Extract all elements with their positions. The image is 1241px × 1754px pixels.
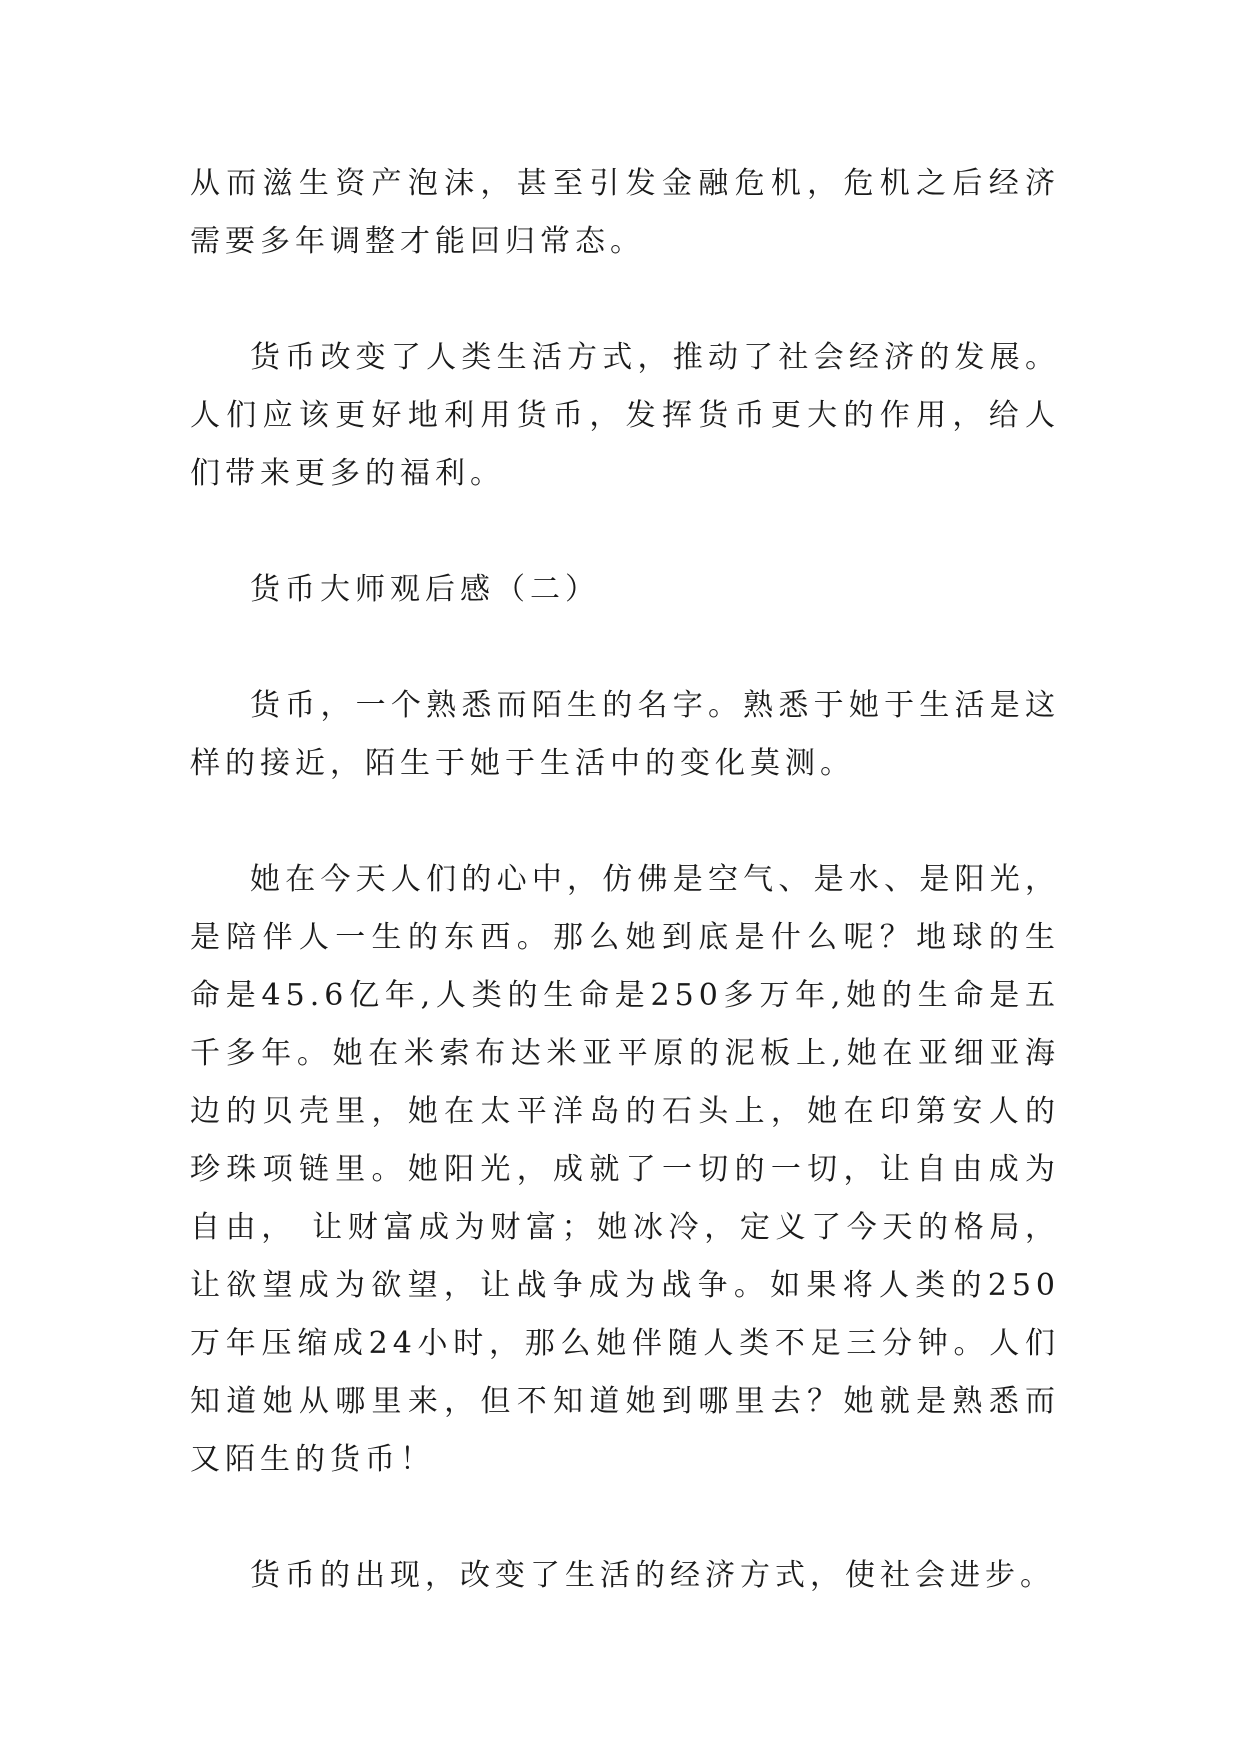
paragraph-gap <box>190 1489 1060 1547</box>
paragraph-continuation: 从而滋生资产泡沫，甚至引发金融危机，危机之后经济需要多年调整才能回归常态。 <box>190 166 1060 259</box>
paragraph-gap <box>190 503 1060 561</box>
paragraph-gap <box>190 793 1060 851</box>
paragraph-gap <box>190 619 1060 677</box>
paragraph-familiar-stranger: 货币，一个熟悉而陌生的名字。熟悉于她于生活是这样的接近，陌生于她于生活中的变化莫测。 <box>190 688 1060 781</box>
paragraph-gap <box>190 271 1060 329</box>
document-body <box>190 155 1060 1605</box>
paragraph-money-change: 货币改变了人类生活方式，推动了社会经济的发展。人们应该更好地利用货币，发挥货币更大的作用，给人们带来更多的福利。 <box>190 340 1060 491</box>
paragraph-emergence: 货币的出现，改变了生活的经济方式，使社会进步。 <box>250 1558 1055 1593</box>
section-heading: 货币大师观后感（二） <box>250 572 600 607</box>
paragraph-history: 她在今天人们的心中，仿佛是空气、是水、是阳光，是陪伴人一生的东西。那么她到底是什么呢？地球的生命是45.6亿年,人类的生命是250多万年,她的生命是五千多年。她在米索布达米亚平原的泥板上,她在亚细亚海边的贝壳里，她在太平洋岛的石头上，她在印第安人的珍珠项链里。她阳光，成就了一切的一切，让自由成为自由， 让财富成为财富；她冰冷，定义了今天的格局，让欲望成为欲望，让战争成为战争。如果将人类的250万年压缩成24小时，那么她伴随人类不足三分钟。人们知道她从哪里来，但不知道她到哪里去？她就是熟悉而又陌生的货币！ <box>190 862 1060 1477</box>
